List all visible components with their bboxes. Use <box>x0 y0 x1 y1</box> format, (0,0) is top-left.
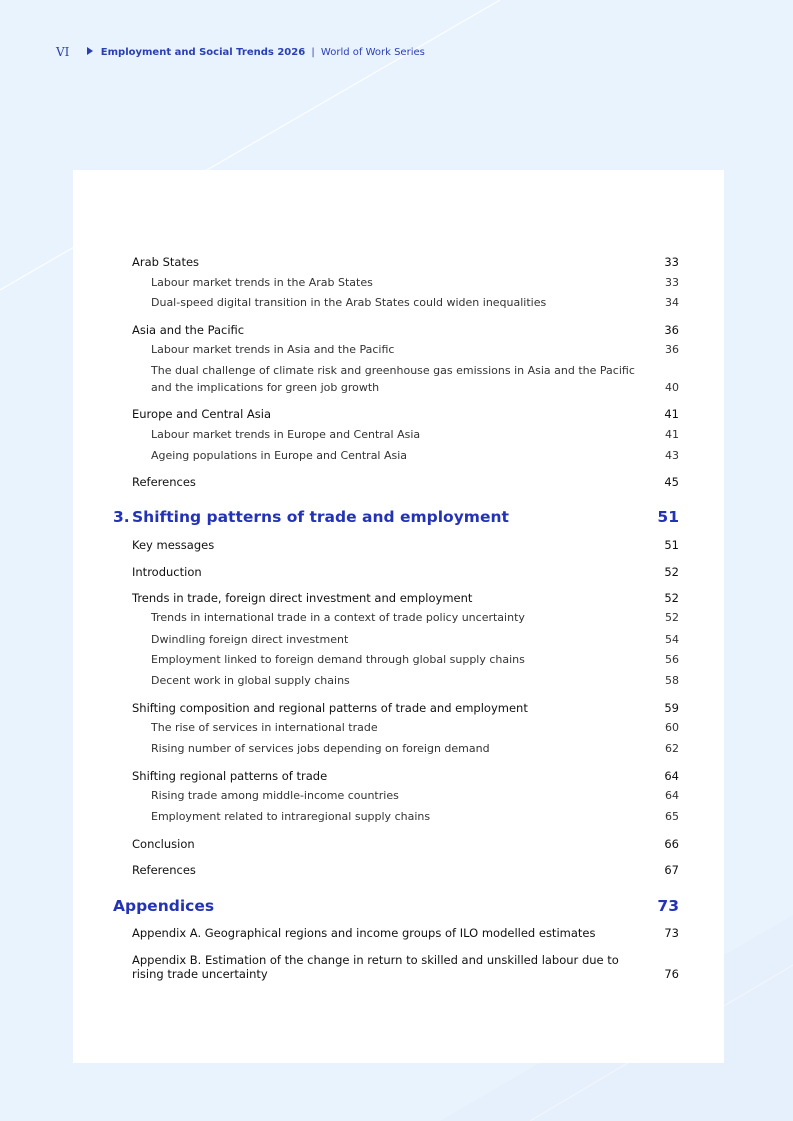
toc-entry-title-line1: Appendix B. Estimation of the change in return to skilled and unskilled labour due to <box>132 953 619 967</box>
toc-entry-page: 36 <box>665 343 679 356</box>
page-number: VI <box>56 45 70 59</box>
toc-entry-page: 41 <box>664 407 679 421</box>
toc-entry-page: 41 <box>665 428 679 441</box>
toc-entry-title: Employment related to intraregional supply chains <box>151 810 431 823</box>
toc-entry-title-line2: and the implications for green job growth <box>151 381 380 394</box>
toc-entry-page: 52 <box>664 591 679 605</box>
toc-entry-title-line2: rising trade uncertainty <box>132 967 268 981</box>
toc-entry-page: 40 <box>665 381 679 394</box>
header-separator: | <box>311 47 315 58</box>
chapter-title: Appendices <box>113 897 215 915</box>
toc-entry-page: 64 <box>664 769 679 783</box>
toc-entry-appendix-b[interactable] <box>132 953 679 983</box>
toc-entry-title: Key messages <box>132 538 215 552</box>
toc-entry-title: Dual-speed digital transition in the Arab States could widen inequalities <box>151 296 547 309</box>
toc-entry-title: References <box>132 475 196 489</box>
toc-entry-title: Appendix A. Geographical regions and income groups of ILO modelled estimates <box>132 926 596 940</box>
toc-entry-title: Rising number of services jobs depending on foreign demand <box>151 742 490 755</box>
toc-entry-page: 34 <box>665 296 679 309</box>
toc-entry-page: 33 <box>664 255 679 269</box>
toc-entry-page: 52 <box>664 565 679 579</box>
toc-entry-title: Decent work in global supply chains <box>151 674 350 687</box>
toc-entry-page: 62 <box>665 742 679 755</box>
chapter-title: Shifting patterns of trade and employment <box>132 508 509 526</box>
toc-entry-title: Europe and Central Asia <box>132 407 272 421</box>
toc-entry-page: 59 <box>664 701 679 715</box>
toc-entry-page: 43 <box>665 449 679 462</box>
chapter-page: 73 <box>657 897 679 915</box>
toc-entry-page: 65 <box>665 810 679 823</box>
toc-entry-page: 45 <box>664 475 679 489</box>
toc-entry-page: 73 <box>664 926 679 940</box>
toc-entry-page: 60 <box>665 721 679 734</box>
toc-entry-title: Rising trade among middle-income countries <box>151 789 399 802</box>
toc-entry-page: 36 <box>664 323 679 337</box>
toc-entry-page: 52 <box>665 611 679 624</box>
chapter-page: 51 <box>657 508 679 526</box>
toc-entry-title: Employment linked to foreign demand through global supply chains <box>151 653 525 666</box>
toc-entry-title: Conclusion <box>132 837 195 851</box>
toc-entry-title: Labour market trends in the Arab States <box>151 276 373 289</box>
toc-entry-title: Shifting regional patterns of trade <box>132 769 328 783</box>
series-name: World of Work Series <box>320 47 425 58</box>
toc-entry-title: Asia and the Pacific <box>132 323 245 337</box>
toc-entry-title: Labour market trends in Asia and the Pacific <box>151 343 395 356</box>
toc-entry-title: Labour market trends in Europe and Central Asia <box>151 428 421 441</box>
toc-entry-page: 54 <box>665 633 679 646</box>
toc-entry-title: Introduction <box>132 565 202 579</box>
toc-entry-title: Ageing populations in Europe and Central Asia <box>151 449 408 462</box>
page-header <box>56 45 425 59</box>
toc-entry-page: 33 <box>665 276 679 289</box>
toc-entry-page: 58 <box>665 674 679 687</box>
toc-entry-title: Dwindling foreign direct investment <box>151 633 349 646</box>
toc-entry-title: The rise of services in international trade <box>151 721 378 734</box>
toc-entry-title: Trends in international trade in a context of trade policy uncertainty <box>151 611 525 624</box>
toc-entry-page: 66 <box>664 837 679 851</box>
toc-entry-title-line1: The dual challenge of climate risk and greenhouse gas emissions in Asia and the Pacific <box>151 364 635 377</box>
toc-entry-page: 67 <box>664 863 679 877</box>
toc-entry-page: 51 <box>664 538 679 552</box>
chapter-number: 3. <box>113 508 130 526</box>
toc-entry-asia-climate[interactable] <box>151 364 679 398</box>
toc-entry-title: Trends in trade, foreign direct investment and employment <box>132 591 473 605</box>
triangle-bullet-icon <box>87 47 93 55</box>
toc-entry-title: Arab States <box>132 255 200 269</box>
report-title: Employment and Social Trends 2026 <box>100 47 306 58</box>
toc-entry-title: Shifting composition and regional patterns of trade and employment <box>132 701 528 715</box>
toc-entry-page: 64 <box>665 789 679 802</box>
toc-entry-page: 76 <box>664 967 679 981</box>
toc-entry-title: References <box>132 863 196 877</box>
toc-entry-page: 56 <box>665 653 679 666</box>
